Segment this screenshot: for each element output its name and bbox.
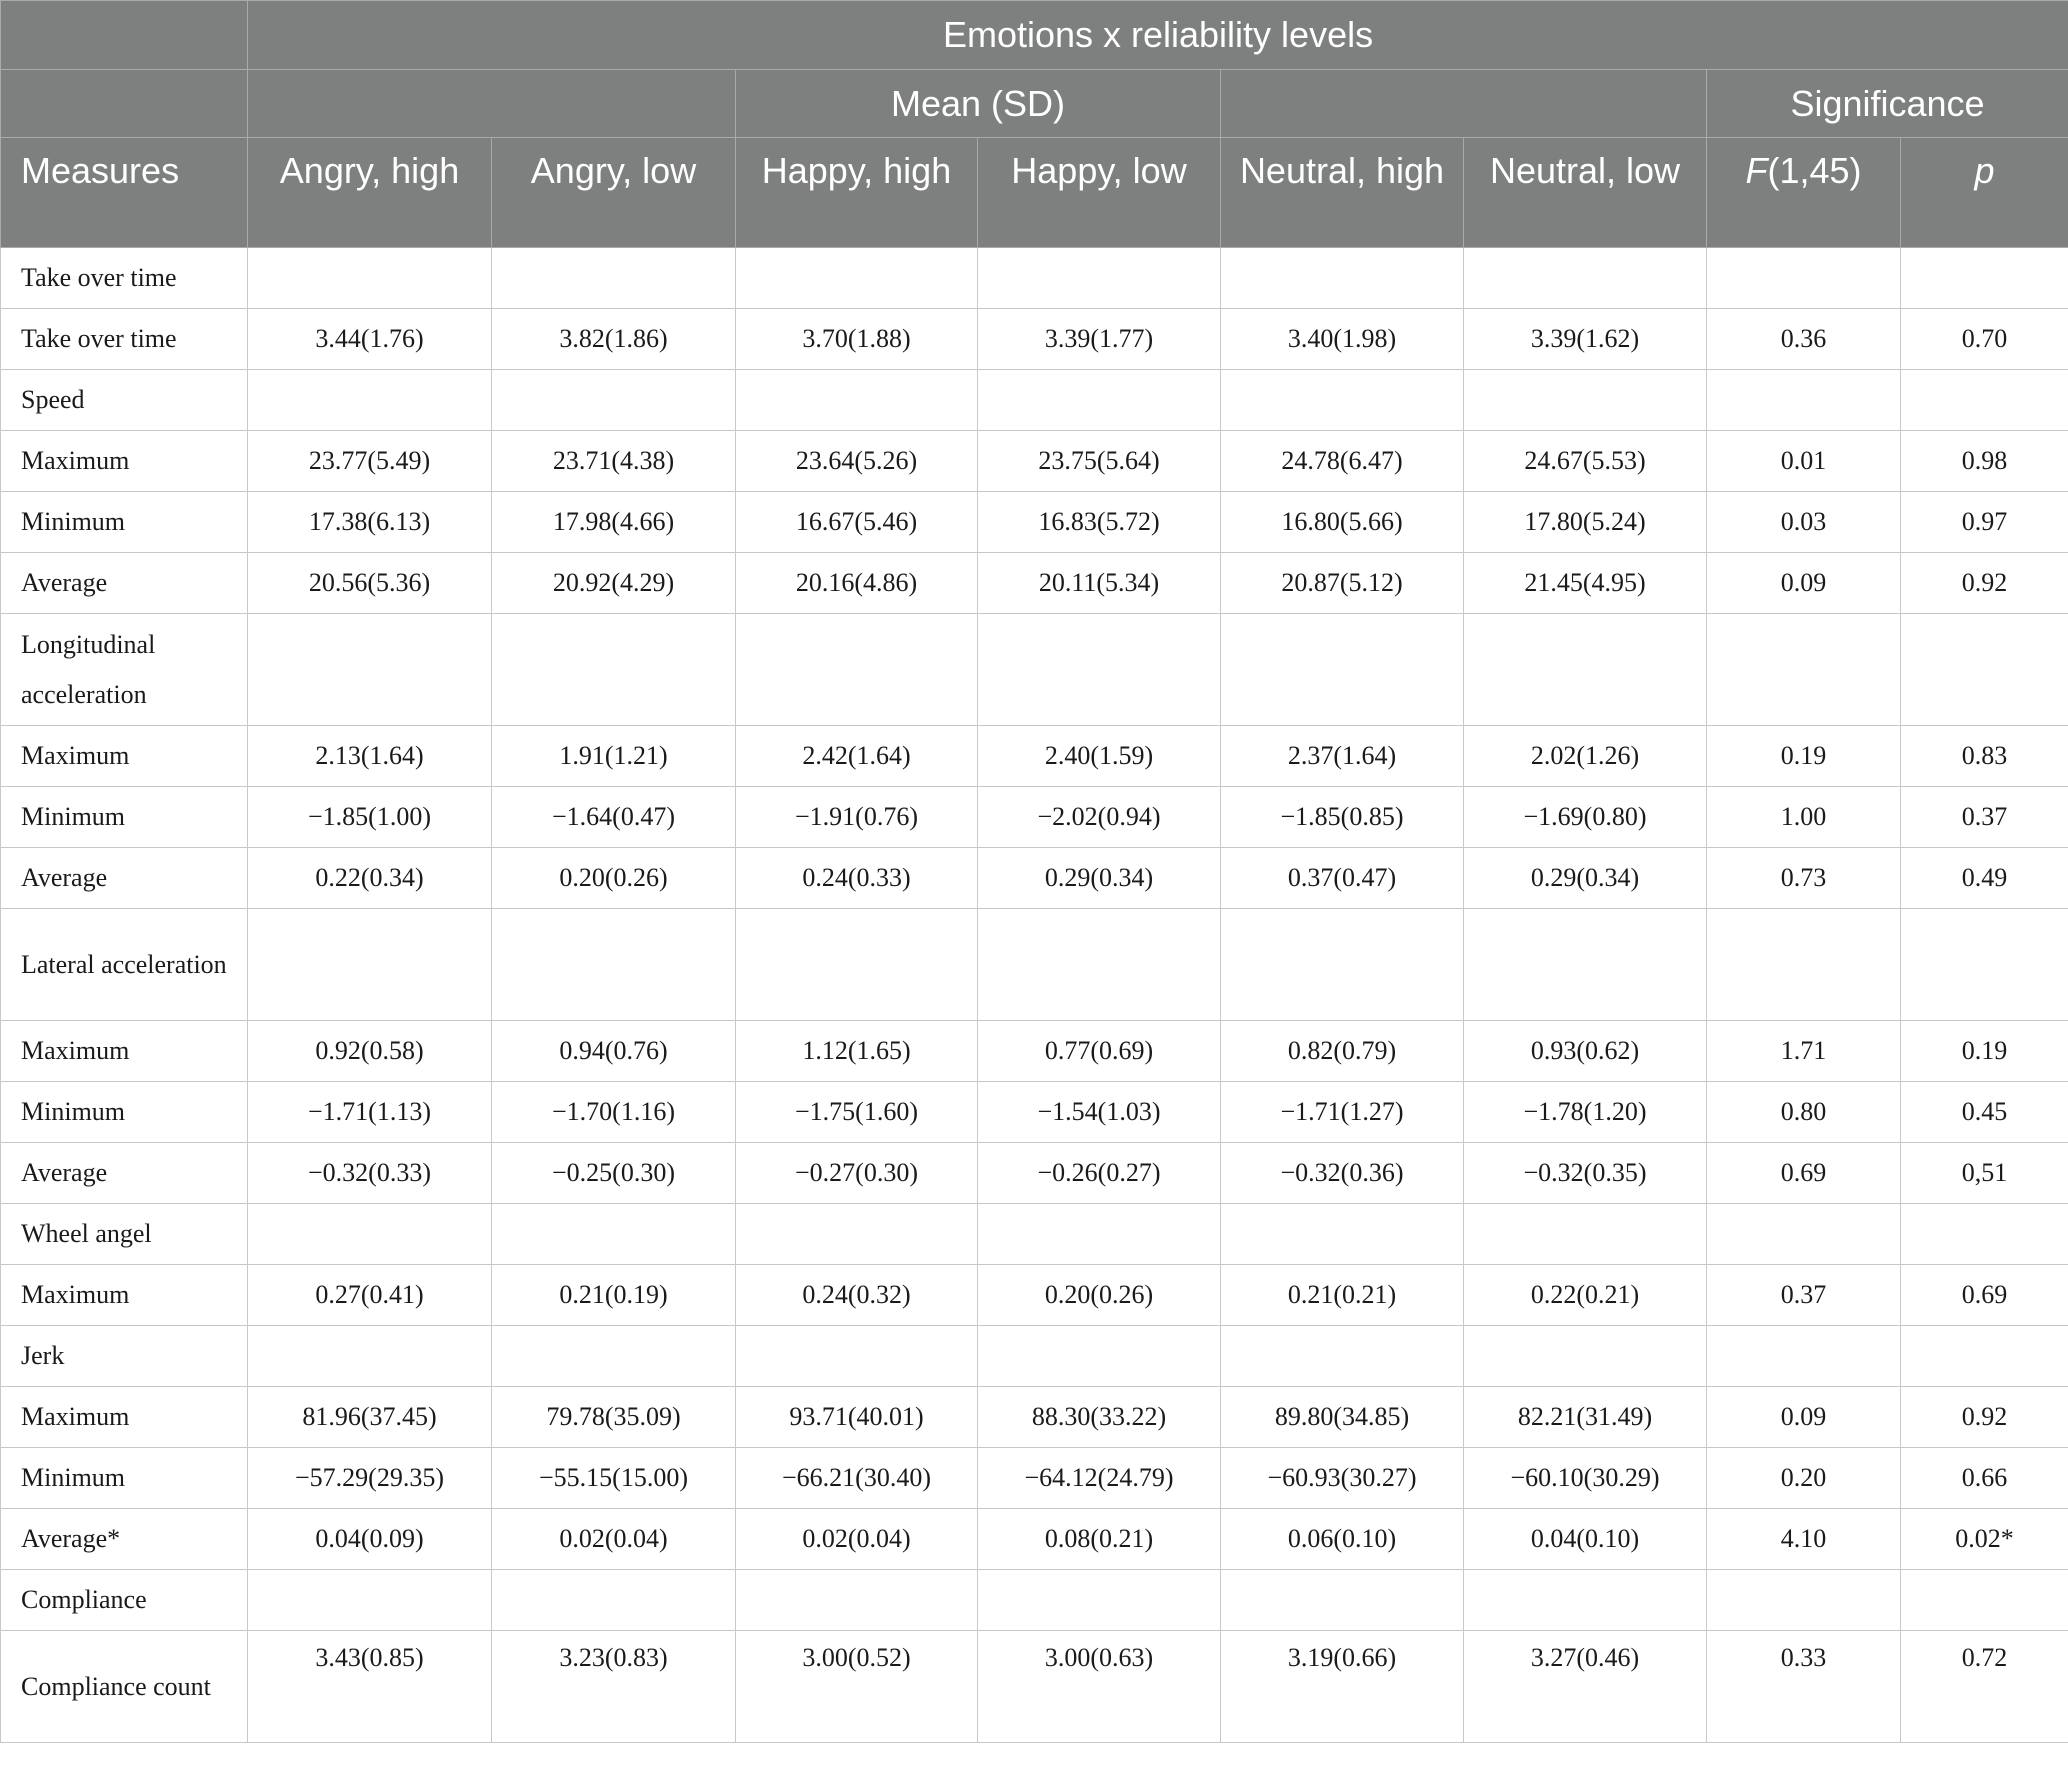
- empty-cell: [1464, 248, 1707, 309]
- section-label: Speed: [1, 370, 248, 431]
- column-header-neutral-high: Neutral, high: [1221, 138, 1464, 248]
- mean-sd-cell: 21.45(4.95): [1464, 553, 1707, 614]
- p-value-cell: 0.69: [1901, 1265, 2068, 1326]
- mean-sd-cell: 2.02(1.26): [1464, 726, 1707, 787]
- table-row: [1, 309, 2068, 370]
- mean-sd-cell: −1.91(0.76): [736, 787, 978, 848]
- mean-sd-cell: 23.77(5.49): [248, 431, 492, 492]
- table-row: [1, 1082, 2068, 1143]
- mean-sd-cell: 20.16(4.86): [736, 553, 978, 614]
- mean-sd-cell: −1.85(0.85): [1221, 787, 1464, 848]
- empty-cell: [1901, 1204, 2068, 1265]
- significance-label: Significance: [1707, 70, 2068, 138]
- empty-cell: [1707, 370, 1901, 431]
- f-value-cell: 1.00: [1707, 787, 1901, 848]
- p-value-cell: 0.83: [1901, 726, 2068, 787]
- empty-cell: [978, 1204, 1221, 1265]
- empty-cell: [1707, 614, 1901, 726]
- mean-sd-cell: 93.71(40.01): [736, 1387, 978, 1448]
- measure-label: Maximum: [1, 726, 248, 787]
- mean-sd-cell: −1.64(0.47): [492, 787, 736, 848]
- mean-sd-cell: 3.43(0.85): [248, 1631, 492, 1743]
- mean-sd-cell: −57.29(29.35): [248, 1448, 492, 1509]
- mean-sd-cell: −0.32(0.36): [1221, 1143, 1464, 1204]
- f-value-cell: 0.69: [1707, 1143, 1901, 1204]
- f-value-cell: 0.09: [1707, 1387, 1901, 1448]
- empty-cell: [248, 909, 492, 1021]
- mean-sd-cell: 2.37(1.64): [1221, 726, 1464, 787]
- mean-sd-cell: 3.19(0.66): [1221, 1631, 1464, 1743]
- empty-cell: [248, 1204, 492, 1265]
- mean-sd-cell: 1.12(1.65): [736, 1021, 978, 1082]
- mean-sd-cell: 16.67(5.46): [736, 492, 978, 553]
- p-value-cell: 0.66: [1901, 1448, 2068, 1509]
- mean-sd-cell: 0.82(0.79): [1221, 1021, 1464, 1082]
- mean-sd-cell: −60.10(30.29): [1464, 1448, 1707, 1509]
- mean-sd-cell: 2.13(1.64): [248, 726, 492, 787]
- mean-sd-cell: 0.27(0.41): [248, 1265, 492, 1326]
- mean-sd-cell: 0.04(0.09): [248, 1509, 492, 1570]
- mean-sd-cell: 89.80(34.85): [1221, 1387, 1464, 1448]
- mean-sd-cell: 0.02(0.04): [736, 1509, 978, 1570]
- empty-cell: [248, 614, 492, 726]
- f-value-cell: 0.80: [1707, 1082, 1901, 1143]
- section-label: Jerk: [1, 1326, 248, 1387]
- mean-sd-cell: 88.30(33.22): [978, 1387, 1221, 1448]
- mean-sd-cell: −1.71(1.13): [248, 1082, 492, 1143]
- empty-cell: [1707, 909, 1901, 1021]
- empty-cell: [1464, 1570, 1707, 1631]
- column-header-neutral-low: Neutral, low: [1464, 138, 1707, 248]
- measure-label: Compliance count: [1, 1631, 248, 1743]
- mean-sd-cell: 20.87(5.12): [1221, 553, 1464, 614]
- table-row: [1, 431, 2068, 492]
- table-row: [1, 1387, 2068, 1448]
- table-row: [1, 1509, 2068, 1570]
- empty-cell: [736, 1326, 978, 1387]
- mean-sd-cell: −1.75(1.60): [736, 1082, 978, 1143]
- f-value-cell: 0.03: [1707, 492, 1901, 553]
- header-blank: [1, 70, 248, 138]
- section-row: [1, 1570, 2068, 1631]
- empty-cell: [248, 248, 492, 309]
- empty-cell: [1707, 1326, 1901, 1387]
- mean-sd-cell: 0.21(0.21): [1221, 1265, 1464, 1326]
- f-value-cell: 0.73: [1707, 848, 1901, 909]
- mean-sd-cell: 3.70(1.88): [736, 309, 978, 370]
- empty-cell: [736, 370, 978, 431]
- empty-cell: [978, 1570, 1221, 1631]
- p-value-cell: 0.70: [1901, 309, 2068, 370]
- empty-cell: [1707, 1204, 1901, 1265]
- mean-sd-cell: −1.71(1.27): [1221, 1082, 1464, 1143]
- mean-sd-cell: 16.80(5.66): [1221, 492, 1464, 553]
- measure-label: Average: [1, 553, 248, 614]
- mean-sd-cell: 2.40(1.59): [978, 726, 1221, 787]
- mean-sd-cell: 0.29(0.34): [1464, 848, 1707, 909]
- empty-cell: [1901, 248, 2068, 309]
- mean-sd-cell: −1.78(1.20): [1464, 1082, 1707, 1143]
- mean-sd-cell: −55.15(15.00): [492, 1448, 736, 1509]
- column-header-f: [1707, 138, 1901, 248]
- mean-sd-cell: 0.94(0.76): [492, 1021, 736, 1082]
- section-row: [1, 248, 2068, 309]
- mean-sd-cell: −1.54(1.03): [978, 1082, 1221, 1143]
- table-body: [1, 248, 2068, 1743]
- empty-cell: [1221, 370, 1464, 431]
- mean-sd-cell: 17.98(4.66): [492, 492, 736, 553]
- mean-sd-cell: −1.70(1.16): [492, 1082, 736, 1143]
- p-value-cell: 0.98: [1901, 431, 2068, 492]
- mean-sd-cell: 0.29(0.34): [978, 848, 1221, 909]
- f-degrees-of-freedom: (1,45): [1767, 150, 1862, 191]
- measure-label: Minimum: [1, 1448, 248, 1509]
- empty-cell: [1221, 909, 1464, 1021]
- mean-sd-cell: −64.12(24.79): [978, 1448, 1221, 1509]
- section-row: [1, 1326, 2068, 1387]
- mean-sd-cell: 2.42(1.64): [736, 726, 978, 787]
- mean-sd-cell: −1.69(0.80): [1464, 787, 1707, 848]
- mean-sd-cell: −0.26(0.27): [978, 1143, 1221, 1204]
- mean-sd-cell: 0.06(0.10): [1221, 1509, 1464, 1570]
- empty-cell: [248, 1570, 492, 1631]
- f-value-cell: 4.10: [1707, 1509, 1901, 1570]
- mean-sd-cell: 24.78(6.47): [1221, 431, 1464, 492]
- empty-cell: [1901, 370, 2068, 431]
- mean-sd-cell: 20.92(4.29): [492, 553, 736, 614]
- mean-sd-label: Mean (SD): [736, 70, 1221, 138]
- measure-label: Minimum: [1, 1082, 248, 1143]
- empty-cell: [1464, 909, 1707, 1021]
- mean-sd-cell: 0.77(0.69): [978, 1021, 1221, 1082]
- table-row: [1, 1265, 2068, 1326]
- measure-label: Maximum: [1, 431, 248, 492]
- mean-sd-cell: 82.21(31.49): [1464, 1387, 1707, 1448]
- mean-sd-cell: 0.24(0.33): [736, 848, 978, 909]
- mean-sd-cell: 17.80(5.24): [1464, 492, 1707, 553]
- empty-cell: [1464, 370, 1707, 431]
- mean-sd-cell: −0.32(0.35): [1464, 1143, 1707, 1204]
- table-row: [1, 787, 2068, 848]
- section-label: Longitudinal acceleration: [1, 614, 248, 726]
- header-blank: [248, 70, 736, 138]
- empty-cell: [248, 370, 492, 431]
- section-row: [1, 1204, 2068, 1265]
- measure-label: Average*: [1, 1509, 248, 1570]
- f-value-cell: 0.36: [1707, 309, 1901, 370]
- f-value-cell: 0.37: [1707, 1265, 1901, 1326]
- p-value-cell: 0.97: [1901, 492, 2068, 553]
- f-value-cell: 0.20: [1707, 1448, 1901, 1509]
- empty-cell: [492, 248, 736, 309]
- mean-sd-cell: 23.71(4.38): [492, 431, 736, 492]
- table-row: [1, 553, 2068, 614]
- mean-sd-cell: 24.67(5.53): [1464, 431, 1707, 492]
- table-row: [1, 1448, 2068, 1509]
- empty-cell: [1707, 248, 1901, 309]
- empty-cell: [1221, 1204, 1464, 1265]
- p-value-cell: 0.37: [1901, 787, 2068, 848]
- mean-sd-cell: 0.92(0.58): [248, 1021, 492, 1082]
- mean-sd-cell: −60.93(30.27): [1221, 1448, 1464, 1509]
- mean-sd-cell: 0.20(0.26): [978, 1265, 1221, 1326]
- mean-sd-cell: 0.21(0.19): [492, 1265, 736, 1326]
- empty-cell: [1707, 1570, 1901, 1631]
- mean-sd-cell: 0.24(0.32): [736, 1265, 978, 1326]
- header-blank: [1221, 70, 1707, 138]
- mean-sd-cell: −2.02(0.94): [978, 787, 1221, 848]
- column-header-angry-low: Angry, low: [492, 138, 736, 248]
- mean-sd-cell: 0.93(0.62): [1464, 1021, 1707, 1082]
- empty-cell: [978, 370, 1221, 431]
- section-row: [1, 614, 2068, 726]
- f-value-cell: 1.71: [1707, 1021, 1901, 1082]
- table-row: [1, 726, 2068, 787]
- empty-cell: [1901, 1570, 2068, 1631]
- p-value-cell: 0.92: [1901, 1387, 2068, 1448]
- table-row: [1, 1143, 2068, 1204]
- mean-sd-cell: 20.56(5.36): [248, 553, 492, 614]
- empty-cell: [1221, 248, 1464, 309]
- mean-sd-cell: 3.00(0.63): [978, 1631, 1221, 1743]
- p-value-cell: 0.19: [1901, 1021, 2068, 1082]
- empty-cell: [736, 909, 978, 1021]
- empty-cell: [736, 1570, 978, 1631]
- empty-cell: [978, 1326, 1221, 1387]
- section-label: Wheel angel: [1, 1204, 248, 1265]
- table-header: [1, 1, 2068, 248]
- mean-sd-cell: 3.23(0.83): [492, 1631, 736, 1743]
- measure-label: Maximum: [1, 1387, 248, 1448]
- mean-sd-cell: 0.04(0.10): [1464, 1509, 1707, 1570]
- mean-sd-cell: 3.82(1.86): [492, 309, 736, 370]
- empty-cell: [492, 1326, 736, 1387]
- f-statistic-letter: F: [1745, 150, 1768, 191]
- section-row: [1, 370, 2068, 431]
- mean-sd-cell: 16.83(5.72): [978, 492, 1221, 553]
- mean-sd-cell: 20.11(5.34): [978, 553, 1221, 614]
- f-value-cell: 0.33: [1707, 1631, 1901, 1743]
- mean-sd-cell: 0.02(0.04): [492, 1509, 736, 1570]
- measure-label: Take over time: [1, 309, 248, 370]
- measure-label: Average: [1, 1143, 248, 1204]
- section-label: Take over time: [1, 248, 248, 309]
- p-value-cell: 0.45: [1901, 1082, 2068, 1143]
- p-value-cell: 0.49: [1901, 848, 2068, 909]
- empty-cell: [492, 614, 736, 726]
- empty-cell: [1901, 909, 2068, 1021]
- empty-cell: [978, 909, 1221, 1021]
- empty-cell: [736, 614, 978, 726]
- mean-sd-cell: 3.00(0.52): [736, 1631, 978, 1743]
- empty-cell: [492, 370, 736, 431]
- f-value-cell: 0.01: [1707, 431, 1901, 492]
- empty-cell: [1221, 1570, 1464, 1631]
- section-row: [1, 909, 2068, 1021]
- empty-cell: [1901, 1326, 2068, 1387]
- mean-sd-cell: 0.22(0.34): [248, 848, 492, 909]
- empty-cell: [1464, 1204, 1707, 1265]
- measure-label: Average: [1, 848, 248, 909]
- empty-cell: [1221, 614, 1464, 726]
- column-header-happy-high: Happy, high: [736, 138, 978, 248]
- mean-sd-cell: −1.85(1.00): [248, 787, 492, 848]
- mean-sd-cell: 3.39(1.62): [1464, 309, 1707, 370]
- mean-sd-cell: 79.78(35.09): [492, 1387, 736, 1448]
- measure-label: Maximum: [1, 1265, 248, 1326]
- f-value-cell: 0.19: [1707, 726, 1901, 787]
- column-header-measures: Measures: [1, 138, 248, 248]
- empty-cell: [1901, 614, 2068, 726]
- empty-cell: [492, 1204, 736, 1265]
- mean-sd-cell: −0.27(0.30): [736, 1143, 978, 1204]
- mean-sd-cell: 3.27(0.46): [1464, 1631, 1707, 1743]
- measure-label: Maximum: [1, 1021, 248, 1082]
- empty-cell: [736, 248, 978, 309]
- column-header-angry-high: Angry, high: [248, 138, 492, 248]
- mean-sd-cell: 1.91(1.21): [492, 726, 736, 787]
- f-value-cell: 0.09: [1707, 553, 1901, 614]
- mean-sd-cell: 0.37(0.47): [1221, 848, 1464, 909]
- mean-sd-cell: 0.20(0.26): [492, 848, 736, 909]
- empty-cell: [492, 1570, 736, 1631]
- empty-cell: [1464, 1326, 1707, 1387]
- empty-cell: [248, 1326, 492, 1387]
- empty-cell: [1221, 1326, 1464, 1387]
- p-value-cell: 0.02*: [1901, 1509, 2068, 1570]
- header-corner: [1, 1, 248, 70]
- section-label: Lateral acceleration: [1, 909, 248, 1021]
- mean-sd-cell: −66.21(30.40): [736, 1448, 978, 1509]
- table-row: [1, 492, 2068, 553]
- table-row: [1, 1021, 2068, 1082]
- empty-cell: [978, 614, 1221, 726]
- mean-sd-cell: 3.40(1.98): [1221, 309, 1464, 370]
- mean-sd-cell: 0.22(0.21): [1464, 1265, 1707, 1326]
- measure-label: Minimum: [1, 492, 248, 553]
- empty-cell: [492, 909, 736, 1021]
- measure-label: Minimum: [1, 787, 248, 848]
- group-title: Emotions x reliability levels: [248, 1, 2068, 70]
- p-value-cell: 0.72: [1901, 1631, 2068, 1743]
- column-header-happy-low: Happy, low: [978, 138, 1221, 248]
- p-value-cell: 0.92: [1901, 553, 2068, 614]
- p-value-cell: 0,51: [1901, 1143, 2068, 1204]
- mean-sd-cell: 3.39(1.77): [978, 309, 1221, 370]
- mean-sd-cell: 23.64(5.26): [736, 431, 978, 492]
- section-label: Compliance: [1, 1570, 248, 1631]
- mean-sd-cell: 0.08(0.21): [978, 1509, 1221, 1570]
- empty-cell: [978, 248, 1221, 309]
- mean-sd-cell: 23.75(5.64): [978, 431, 1221, 492]
- empty-cell: [736, 1204, 978, 1265]
- empty-cell: [1464, 614, 1707, 726]
- mean-sd-cell: −0.32(0.33): [248, 1143, 492, 1204]
- table-row: [1, 1631, 2068, 1743]
- table-row: [1, 848, 2068, 909]
- mean-sd-cell: 3.44(1.76): [248, 309, 492, 370]
- mean-sd-cell: 17.38(6.13): [248, 492, 492, 553]
- column-header-p: p: [1901, 138, 2068, 248]
- mean-sd-cell: −0.25(0.30): [492, 1143, 736, 1204]
- mean-sd-cell: 81.96(37.45): [248, 1387, 492, 1448]
